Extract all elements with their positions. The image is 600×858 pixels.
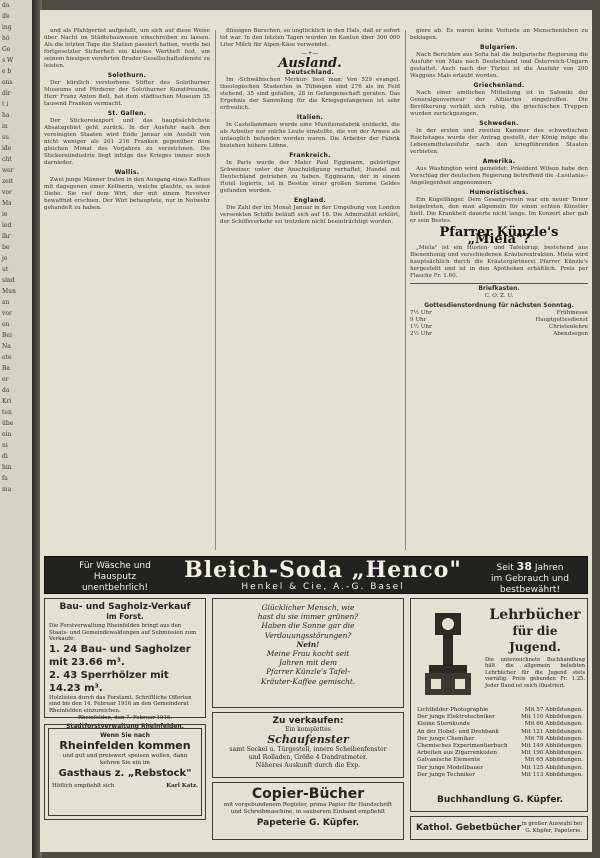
textbooks-seller: Buchhandlung G. Küpfer. (436, 795, 563, 805)
previous-page-fragment: vor (2, 189, 12, 196)
verse-line: Jahren mit dem (279, 658, 337, 668)
shopwindow-sale-ad (212, 712, 404, 778)
banner-right-line: bestbewährt! (499, 585, 561, 595)
verse-line: Meine Frau kocht seit (266, 649, 350, 659)
wood-ad-place: im Forst. (106, 612, 144, 621)
banner-left-line: unentbehrlich! (81, 583, 149, 593)
sale-ad-title: Zu verkaufen: (272, 716, 344, 726)
banner-brand (175, 558, 471, 592)
previous-page-edge (0, 0, 36, 858)
verse-line: Verdauungsstörungen? (264, 630, 352, 640)
article-griechenland: Nach einer amtlichen Mitteilung ist in Saloniki der Generalgouverneur der Alliierten eingetroffen. Die Bevölkerung verhält sich ruhig, die griechischen Truppen wurden zurückgezogen. (410, 90, 588, 117)
sub-heading-st-gallen: St. Gallen. (107, 110, 147, 117)
textbook-note: Mit 149 Abbildungen. (521, 743, 583, 750)
sub-heading-humor: Humoristisches. (469, 189, 529, 196)
copier-ad-firm: Papeterie G. Küpfer. (256, 818, 360, 828)
inn-ad-footer (52, 783, 198, 789)
previous-page-fragment: sind (2, 277, 15, 284)
article-frankreich: In Paris wurde der Maler Paul Eggimann, gebürtiger Schweizer, unter der Anschuldigung verhaftet, Handel mit Deutschland getrieben zu haben. Eggimann, der in einem Hotel logierte, ist in Besitze einer großen Summe Geldes gefunden worden. (220, 160, 400, 194)
previous-page-fragment: cht (2, 156, 12, 163)
previous-page-fragment: ete (2, 354, 12, 361)
previous-page-fragment: su (2, 134, 9, 141)
sale-ad-line: Näheres Auskunft durch die Exp. (255, 762, 361, 769)
textbook-title: Arbeiten aus Zigarrenkisten (417, 750, 497, 757)
textbook-note: Mit 78 Abbildungen. (524, 735, 583, 742)
textbooks-heading (485, 607, 585, 655)
top-paragraph: flüssigen Burschen, so unglücklich in den Hals, daß er sofort tot war. In den letzten Tagen wurden im Kanton über 300 000 Liter Milch für Alpen-Käse verwendet. (220, 28, 400, 48)
textbook-note: Mit 190 Abbildungen. (521, 750, 583, 757)
verse-line: Kräuter-Kaffee gemischt. (260, 676, 356, 686)
inn-ad-line: Wenn Sie nach (100, 732, 150, 739)
textbook-row (417, 750, 583, 757)
previous-page-fragment: fa (2, 475, 8, 482)
textbook-note: Mit 57 Abbildungen. (524, 707, 583, 713)
previous-page-fragment: ut (2, 266, 9, 273)
textbook-row (417, 729, 583, 736)
copier-ad-title: Copier-Bücher (251, 786, 365, 802)
textbook-row (417, 721, 583, 728)
textbook-title: Kleine Sternkunde (417, 721, 470, 728)
banner-left-text (59, 561, 171, 594)
previous-page-fragment: Na (2, 343, 11, 350)
previous-page-fragment: dir (2, 90, 11, 97)
article-england: Die Zahl der im Monat Januar in der Umgebung von London versenkten Schiffe beläuft sich auf 16. Die Admiralität erklärt, der Schiffsverkehr sei trotzdem nicht beeinträchtigt worden. (220, 205, 400, 225)
article-humor: Ein Kugelfänger. Dem Gesangverein war ein neuer Tenor beigetreten, den man allgemein für einen echten Künstler hielt. Die Krankheit dauerte nicht lange. Im Konzert aber gab er sein Bestes. (410, 197, 588, 224)
inn-ad-greeting: Höflich empfiehlt sich (52, 783, 115, 789)
textbook-title: Der junge Elektrotechniker (417, 714, 495, 721)
top-paragraph: giere ab. Es waren keine Verluste an Menschenleben zu beklagen. (410, 28, 588, 41)
textbook-note: Mit 110 Abbildungen. (521, 714, 583, 721)
wood-ad-item: 1. 24 Bau- und Sagholzer mit 23.66 m³. (49, 643, 191, 668)
column-right (410, 28, 588, 552)
wood-ad-details: Holzlisten durch das Forstamt. Schriftliche Offerten sind bis den 14. Februar 1916 an den Gemeinderat Rheinfelden einzureichen. (49, 694, 192, 714)
service-name: Christenlehre (548, 324, 588, 330)
sub-heading-schweden: Schweden. (479, 120, 519, 127)
article-st-gallen: Der Stickereiexport und das hauptsächlichste Absatzgebiet geht zurück. In der Ausfuhr nach den vereinigten Staaten wird Ende Januar ein Ausfall von nicht weniger als 201 216 Franken gegenüber dem gleichen Monat des Vorjahres zu verzeichnen. Die Stickereiindustrie liegt infolge des Krieges immer noch darnieder. (44, 118, 210, 166)
column-divider (215, 30, 216, 550)
inn-ad-frame (48, 728, 202, 816)
textbooks-subtitle: für die Jugend. (509, 624, 561, 654)
notice-title: Briefkasten. (478, 285, 520, 292)
prayer-books-line: G. Küpfer, Papeterie. (525, 828, 582, 834)
previous-page-fragment: hin (2, 464, 12, 471)
column-right-text (410, 28, 588, 338)
previous-page-fragment: be (2, 244, 10, 251)
textbook-row (417, 772, 583, 779)
textbook-note: Mit 121 Abbildungen. (521, 728, 583, 735)
verse-line: Haben die Sonne gar die (261, 621, 355, 631)
previous-page-fragment: s W (2, 57, 14, 64)
article-italien: In Castellammare wurde eine Munitionsfabrik entdeckt, die als Arbeiter nur solche Leute einstellte, die von der Armee als untauglich befunden worden waren. Die Arbeiter der Fabrik beziehen höhere Löhne. (220, 122, 400, 149)
banner-right-line: im Gebrauch und (491, 574, 569, 584)
article-schweden: In der ersten und zweiten Kammer des schwedischen Reichstages wurde der Antrag gestellt, der König möge die Lebensmittelausfuhr nach den kriegführenden Staaten verbieten. (410, 128, 588, 155)
verse-line: Pfarrer Künzle's Tafel- (266, 667, 350, 677)
textbook-row (417, 743, 583, 750)
verse-line: Nein! (296, 639, 320, 649)
textbook-note: Mit 125 Abbildungen. (521, 764, 583, 771)
article-wallis: Zwei junge Männer traten in den Ausgang eines Kaffees mit dagegenen einer Kellnerin, welche glaubte, es seien Diebe. Sie rief dem Wirt, der mit einem Revolver bewaffnet erschien. Der Wirt behauptete, nur in Notwehr gehandelt zu haben. (44, 177, 210, 211)
previous-page-fragment: Kri (2, 398, 12, 405)
service-row (410, 331, 588, 338)
sub-heading-wallis: Wallis. (114, 169, 140, 176)
column-middle (220, 28, 400, 552)
article-deutschland: Im ›Schwäbischen Merkur‹ liest man: Von 529 evangel. theologischen Studenten in Tübingen sind 276 als im Feld stehend, 35 sind gefallen, 28 in Gefangenschaft geraten. Das Ergebnis der Sammlung für die Kriegsgefangenen ist sehr erfreulich. (220, 77, 400, 111)
textbook-title: Lichtbilder-Photographie (417, 707, 489, 713)
textbook-title: Der junge Techniker (417, 771, 475, 778)
banner-left-line: Für Wäsche und (79, 561, 151, 571)
wood-ad-item: 2. 43 Sperrhölzer mit 14.23 m³. (49, 669, 169, 694)
textbook-note: Mit 66 Abbildungen. (524, 721, 583, 728)
verse-line: Glücklicher Mensch, wie (261, 603, 355, 612)
sub-heading-deutschland: Deutschland. (285, 69, 335, 76)
previous-page-fragment: Ba (2, 365, 10, 372)
previous-page-fragment: ma (2, 486, 12, 493)
sub-heading-solothurn: Solothurn. (107, 72, 147, 79)
textbooks-title: Lehrbücher (489, 607, 581, 623)
textbooks-intro: Die unterzeichnete Buchhandlung hält die allgemein beliebten Lehrbücher für die Jugend stets vorrätig. Preis gebunden Fr. 1.25. Jeder Band ist reich illustriert. (485, 657, 585, 689)
column-left-text (44, 28, 210, 212)
previous-page-fragment: da (2, 2, 10, 9)
banner-left-line: Hausputz (93, 572, 137, 582)
previous-page-fragment: er (2, 376, 9, 383)
textbook-title: Der junge Chemiker (417, 735, 475, 742)
previous-page-fragment: da (2, 387, 10, 394)
previous-page-fragment: ni (2, 442, 8, 449)
service-time: 9 Uhr (410, 317, 427, 323)
sub-heading-frankreich: Frankreich. (289, 152, 331, 159)
article-bulgarien: Nach Berichten aus Sofia hat die bulgarische Regierung die Ausfuhr von Mais nach Deutschland und Österreich-Ungarn gestattet. Auch nach der Türkei ist die Ausfuhr von 200 Waggons Mais erlaubt worden. (410, 52, 588, 79)
service-name: Hauptgottesdienst (535, 317, 588, 323)
verse-line: hast du sie immer grünen? (257, 612, 359, 622)
previous-page-fragment: di (2, 453, 8, 460)
textbook-row (417, 757, 583, 764)
column-divider (405, 30, 406, 550)
prayer-books-line: in großer Auswahl bei (521, 821, 582, 827)
wood-sale-ad (44, 598, 206, 731)
previous-page-fragment: t i (2, 101, 9, 108)
sub-heading-bulgarien: Bulgarien. (480, 44, 518, 51)
previous-page-fragment: je (2, 255, 8, 262)
banner-maker: Henkel & Cie, A.-G. Basel (241, 582, 405, 592)
inn-ad-owner: Karl Katz. (166, 783, 198, 789)
service-row (410, 324, 588, 331)
textbooks-ad (410, 598, 588, 812)
previous-page-fragment: Bei (2, 332, 12, 339)
textbook-row (417, 736, 583, 743)
banner-years-label: Jahren (534, 563, 564, 573)
notice-sub: C. O. Z. U. (484, 293, 514, 299)
lamp-illustration-icon (417, 605, 477, 701)
textbook-note: Mit 113 Abbildungen. (521, 771, 583, 778)
previous-page-fragment: ie (2, 211, 8, 218)
sale-ad-sub: Ein komplettes (285, 726, 331, 733)
service-name: Frühmesse (556, 310, 588, 316)
sub-heading-amerika: Amerika. (482, 158, 516, 165)
article-amerika: Aus Washington wird gemeldet: Präsident Wilson habe den Vorschlag der deutschen Regierung betreffend die ›Lusitania‹-Angelegenheit angenommen. (410, 166, 588, 186)
previous-page-fragment: in (2, 123, 8, 130)
article-solothurn: Der kürzlich verstorbene Stifter des Solothurner Museums und Förderer der Solothurner Kunstfreunde, Herr Franz Anton Belt, hat dem städtischen Museum 35 tausend Franken vermacht. (44, 80, 210, 107)
textbook-row (417, 707, 583, 714)
wood-ad-signature: Stadtforstverwaltung Rheinfelden. (66, 723, 184, 731)
column-left (44, 28, 210, 552)
prayer-books-title: Kathol. Gebetbücher (416, 823, 522, 833)
previous-page-fragment: übe (2, 420, 14, 427)
previous-page-fragment: en (2, 321, 10, 328)
service-name: Abendsegen (553, 331, 588, 337)
sub-heading-italien: Italien. (296, 114, 324, 121)
wood-ad-date: Rheinfelden, den 7. Februar 1916. (77, 714, 173, 721)
prayer-books-details (522, 821, 583, 835)
banner-since-label: Seit (496, 563, 514, 573)
previous-page-fragment: Mun (2, 288, 16, 295)
previous-page-fragment: Ma (2, 200, 12, 207)
inn-ad-name: Gasthaus z. „Rebstock" (58, 768, 192, 779)
previous-page-fragment: an (2, 299, 10, 306)
coffee-verse-ad (212, 598, 404, 708)
previous-page-fragment: ing (2, 24, 12, 31)
intro-paragraph: und als Pfahlgerüst aufgefaßt, um sich auf diese Weise über Nacht im Städtebauwesen einschreiben zu lassen. Als die letzten Tage die Station passiert hatten, wurde bei fortgesetzter Sicherheit ein kleines Wertheft fest, um seinem hiesigen verehrten Bruder Gesellschaftsdienste zu leisten. (44, 28, 210, 69)
previous-page-fragment: e b (2, 68, 12, 75)
service-row (410, 317, 588, 324)
previous-page-fragment: wer (2, 167, 14, 174)
textbook-row (417, 765, 583, 772)
banner-years-number: 38 (516, 560, 532, 573)
wood-ad-intro: Die Forstverwaltung Rheinfelden bringt aus den Staats- und Gemeindewaldungen auf Submission zum Verkaufe: (49, 623, 197, 643)
service-row (410, 310, 588, 317)
sale-ad-line: samt Sockel u. Türgestell, innere Scheibenfenster (229, 746, 387, 753)
previous-page-fragment: Ge (2, 46, 11, 53)
service-time: 1½ Uhr (410, 324, 432, 330)
article-miela: „Miela" ist ein Husten- und Tafelsirup, bestehend aus Bienenhonig und verschiedenen Kräuterextrakten. Miela wird hauptsächlich durch die Kräutergärtnerei Pfarrer Künzle's hergestellt und ist in den Apotheken erhältlich. Preis per Flasche Fr. 1.60. (410, 245, 588, 279)
previous-page-fragment: hö (2, 35, 10, 42)
copier-books-ad (212, 782, 404, 840)
copier-ad-text: mit vorgebundenem Register, prima Papier für Handschrift und Schreibmaschine, in sauberem Einband empfiehlt (223, 802, 393, 815)
banner-right-text (477, 561, 583, 596)
newspaper-page (40, 10, 592, 852)
sub-heading-england: England. (293, 197, 327, 204)
banner-brand-name: Bleich-Soda „Henco" (184, 557, 462, 583)
previous-page-fragment: ied (2, 222, 12, 229)
column-middle-text (220, 28, 400, 226)
sub-heading-griechenland: Griechenland. (473, 82, 525, 89)
previous-page-fragment: ten (2, 409, 12, 416)
wood-ad-title: Bau- und Sagholz-Verkauf (59, 602, 191, 612)
previous-page-fragment: ide (2, 145, 12, 152)
inn-ad-headline: Rheinfelden kommen (59, 739, 191, 752)
inn-ad-text: und gut und preiswert speisen wollen, dann kehren Sie ein im (62, 753, 188, 766)
sale-ad-line: und Rolladen, Größe 4 Dandratmeter. (248, 754, 368, 761)
textbook-title: Galvanische Elemente (417, 757, 481, 764)
textbook-title: Chemisches Experimentierbuch (417, 743, 508, 750)
previous-page-fragments (0, 0, 36, 495)
sale-ad-item: Schaufenster (267, 733, 349, 746)
previous-page-fragment: zeit (2, 178, 14, 185)
previous-page-fragment: ens (2, 79, 13, 86)
ornament-rule: —+— (301, 50, 319, 57)
service-time: 7½ Uhr (410, 310, 432, 316)
textbook-row (417, 714, 583, 721)
section-title-ausland: Ausland. (278, 56, 342, 71)
service-time: 2½ Uhr (410, 331, 432, 337)
previous-page-fragment: vor (2, 310, 12, 317)
inn-ad (44, 724, 206, 820)
textbook-title: An der Hobel- und Drehbank (417, 728, 499, 735)
textbook-note: Mit 65 Abbildungen. (524, 757, 583, 764)
previous-page-fragment: ein (2, 431, 12, 438)
previous-page-fragment: ihr (2, 233, 11, 240)
prayer-books-ad (410, 816, 588, 840)
service-title: Gottesdienstordnung für nächsten Sonntag. (424, 302, 574, 309)
textbooks-list (417, 707, 583, 779)
previous-page-fragment: ife (2, 13, 10, 20)
notice-block (410, 283, 588, 338)
previous-page-fragment: ha (2, 112, 10, 119)
henco-banner-ad (44, 556, 588, 594)
textbook-title: Der junge Modellbauer (417, 764, 483, 771)
heading-miela: Pfarrer Künzle's „Miela"? (439, 225, 559, 247)
